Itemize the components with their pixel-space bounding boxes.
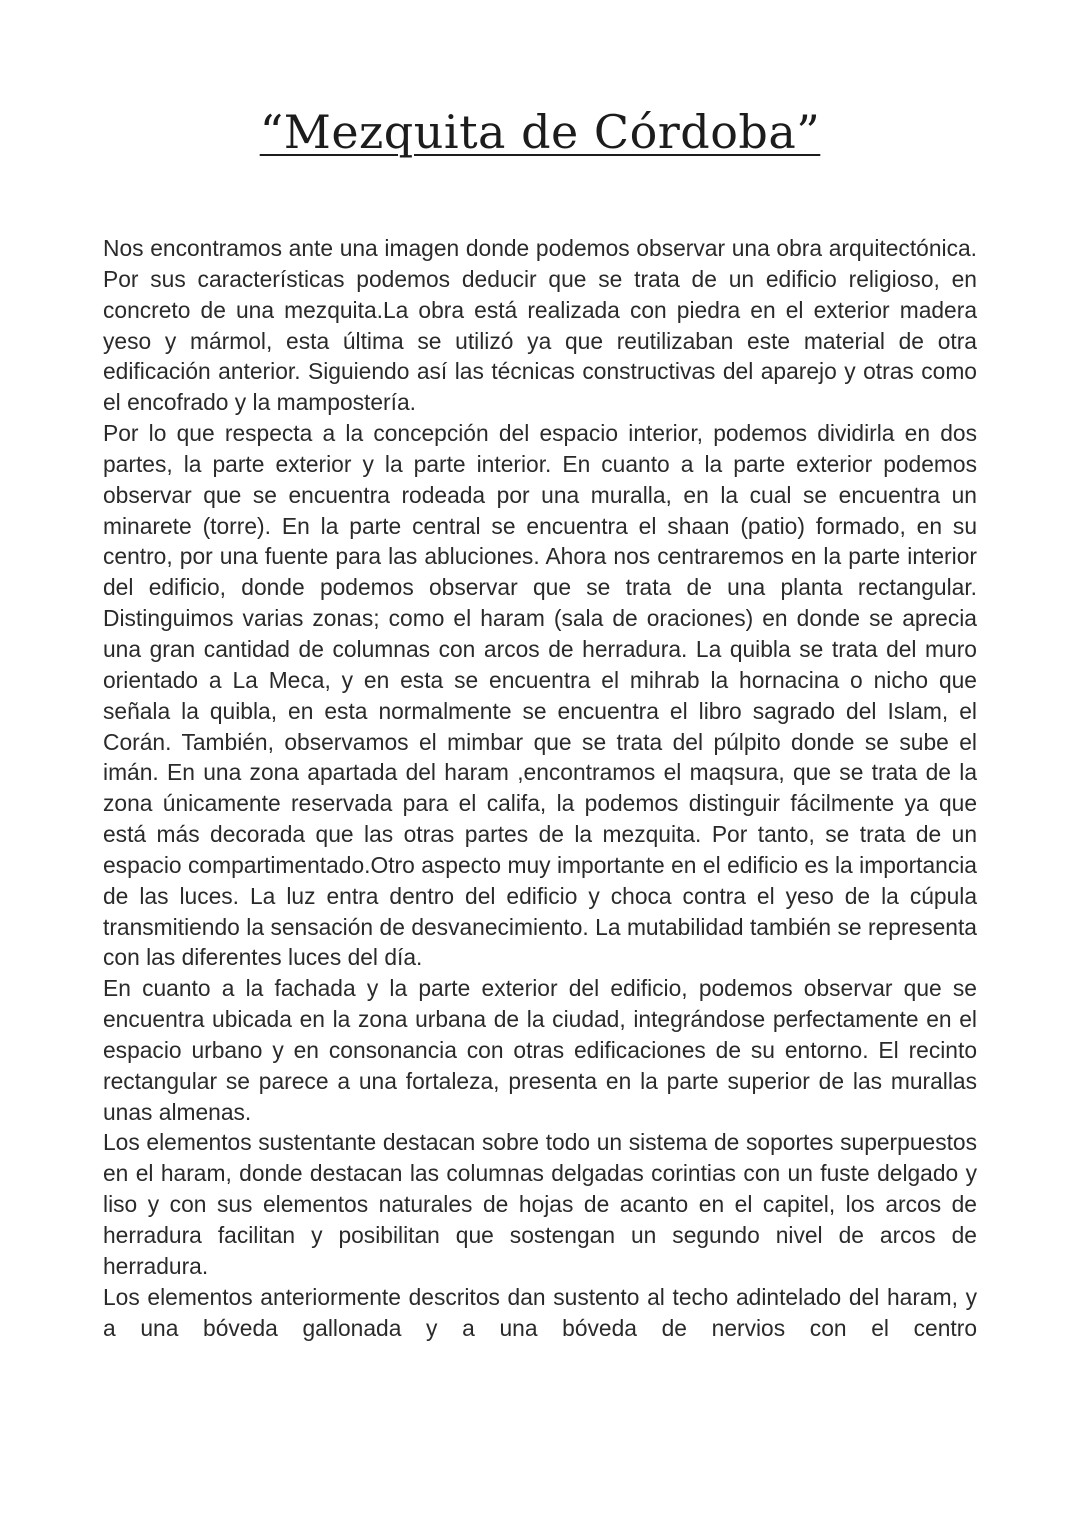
paragraph-ceiling: Los elementos anteriormente descritos dan sustento al techo adintelado del haram, y a una bóveda gallonada y a una bóveda de nervios con el centro xyxy=(103,1283,977,1341)
paragraph-facade: En cuanto a la fachada y la parte exterior del edificio, podemos observar que se encuentra ubicada en la zona urbana de la ciudad, integrándose perfectamente en el espacio urbano y en consonancia con otras edificaciones de su entorno. El recinto rectangular se parece a una fortaleza, presenta en la parte superior de las murallas unas almenas. xyxy=(103,975,977,1125)
document-title-text: “Mezquita de Córdoba” xyxy=(259,105,821,159)
document-title xyxy=(0,100,1080,164)
paragraph-supports: Los elementos sustentante destacan sobre todo un sistema de soportes superpuestos en el haram, donde destacan las columnas delgadas corintias con un fuste delgado y liso y con sus elementos naturales de hojas de acanto en el capitel, los arcos de herradura facilitan y posibilitan que sostengan un segundo nivel de arcos de herradura. xyxy=(103,1129,977,1279)
paragraph-interior-space: Por lo que respecta a la concepción del espacio interior, podemos dividirla en dos partes, la parte exterior y la parte interior. En cuanto a la parte exterior podemos observar que se encuentra rodeada por una muralla, en la cual se encuentra un minarete (torre). En la parte central se encuentra el shaan (patio) formado, en su centro, por una fuente para las abluciones. Ahora nos centraremos en la parte interior del edificio, donde podemos observar que se trata de una planta rectangular. Distinguimos varias zonas; como el haram (sala de oraciones) en donde se aprecia una gran cantidad de columnas con arcos de herradura. La quibla se trata del muro orientado a La Meca, y en esta se encuentra el mihrab la hornacina o nicho que señala la quibla, en esta normalmente se encuentra el libro sagrado del Islam, el Corán. También, observamos el mimbar que se trata del púlpito donde se sube el imán. En una zona apartada del haram ,encontramos el maqsura, que se trata de la zona únicamente reservada para el califa, la podemos distinguir fácilmente ya que está más decorada que las otras partes de la mezquita. Por tanto, se trata de un espacio compartimentado.Otro aspecto muy importante en el edificio es la importancia de las luces. La luz entra dentro del edificio y choca contra el yeso de la cúpula transmitiendo la sensación de desvanecimiento. La mutabilidad también se representa con las diferentes luces del día. xyxy=(103,420,977,971)
document-body xyxy=(103,233,977,1343)
paragraph-description: Nos encontramos ante una imagen donde podemos observar una obra arquitectónica. Por sus características podemos deducir que se trata de un edificio religioso, en concreto de una mezquita.La obra está realizada con piedra en el exterior madera yeso y mármol, esta última se utilizó ya que reutilizaban este material de otra edificación anterior. Siguiendo así las técnicas constructivas del aparejo y otras como el encofrado y la mampostería. xyxy=(103,235,977,416)
